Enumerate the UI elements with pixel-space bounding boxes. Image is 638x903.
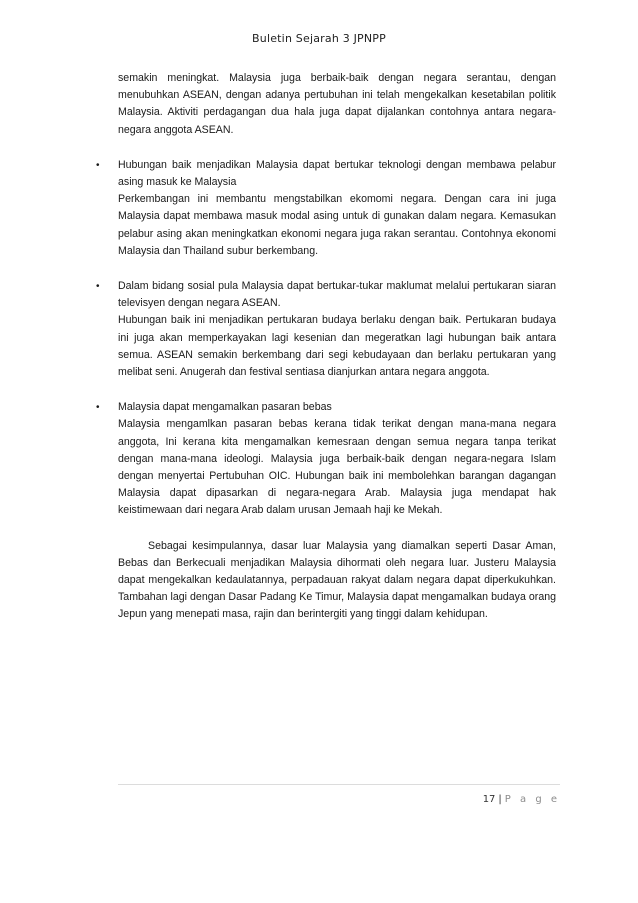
page-label: P a g e [504,794,560,805]
bullet-item-3 [96,399,556,519]
bullet-heading: Malaysia dapat mengamalkan pasaran bebas [118,401,332,414]
bullet-text: Malaysia mengamlkan pasaran bebas kerana tidak terikat dengan mana-mana negara anggota, Ini kerana kita mengamalkan kemesraan dengan semua negara tanpa terikat dengan mana-mana ideologi. Malaysia juga berbaik-baik dengan negara-negara Islam dengan menyertai Pertubuhan OIC. Hubungan baik ini membolehkan barangan dagangan Malaysia dapat dipasarkan di negara-negara Arab. Malaysia juga mendapat hak keistimewaan dari negara Arab dalam urusan Jemaah haji ke Mekah. [118,418,556,517]
page-number: 17 [482,794,496,805]
conclusion-paragraph: Sebagai kesimpulannya, dasar luar Malaysia yang diamalkan seperti Dasar Aman, Bebas dan Berkecuali menjadikan Malaysia dihormati oleh negara luar. Justeru Malaysia dapat mengekalkan kedaulatannya, perpadauan rakyat dalam negara dapat diperkukuhkan. Tambahan lagi dengan Dasar Padang Ke Timur, Malaysia dapat mengamalkan budaya orang Jepun yang menepati masa, rajin dan berintergiti yang tinggi dalam kehidupan. [118,539,556,621]
bullet-text: Perkembangan ini membantu mengstabilkan ekomomi negara. Dengan cara ini juga Malaysia dapat membawa masuk modal asing untuk di gunakan dalam negara. Kemasukan pelabur asing akan meningkatkan ekonomi negara juga rakan serantau. Contohnya ekonomi Malaysia dan Thailand subur berkembang. [118,193,556,257]
page-footer [118,794,560,805]
bullet-text: Hubungan baik ini menjadikan pertukaran budaya berlaku dengan baik. Pertukaran budaya ini juga akan memperkayakan lagi kesenian dan megeratkan lagi hubungan baik antara semua. ASEAN semakin berkembang dari segi kebudayaan dan berlaku pertukaran yang melibat seni. Anugerah dan festival sentiasa dianjurkan antara negara anggota. [118,314,556,379]
bullet-heading: Hubungan baik menjadikan Malaysia dapat bertukar teknologi dengan membawa pelabur asing masuk ke Malaysia [118,158,556,189]
document-body [96,70,556,624]
bullet-item-2 [96,278,556,381]
bullet-icon: • [96,402,100,414]
conclusion-block [118,538,556,624]
footer-separator: | [498,794,502,805]
bullet-icon: • [96,159,100,171]
page-header: Buletin Sejarah 3 JPNPP [252,32,386,45]
bullet-item-1 [96,157,556,260]
intro-paragraph: semakin meningkat. Malaysia juga berbaik-baik dengan negara serantau, dengan menubuhkan ASEAN, dengan adanya pertubuhan ini telah mengekalkan kesetabilan politik Malaysia. Aktiviti perdagangan dua hala juga dapat dijalankan contohnya antara negara-negara anggota ASEAN. [118,72,556,136]
bullet-icon: • [96,281,100,293]
bullet-heading: Dalam bidang sosial pula Malaysia dapat bertukar-tukar maklumat melalui pertukaran siaran televisyen dengan negara ASEAN. [118,280,556,310]
footer-divider [118,784,560,785]
